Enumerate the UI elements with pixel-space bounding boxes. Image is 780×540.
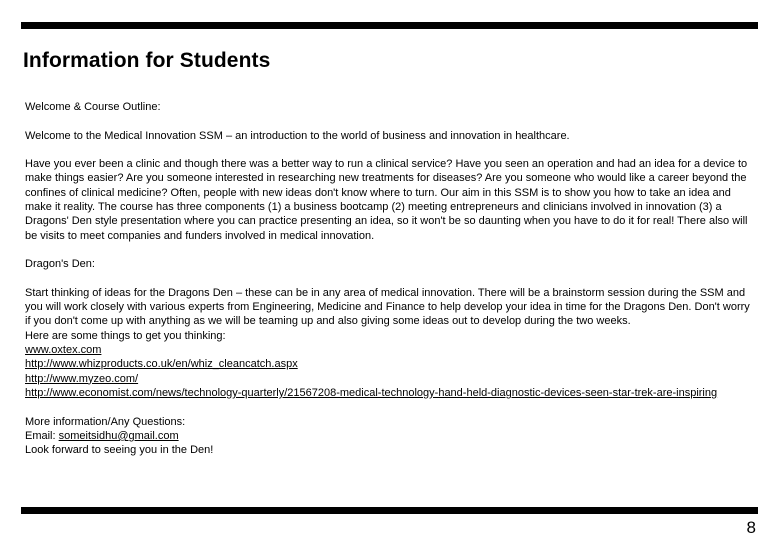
more-info-label: More information/Any Questions:	[25, 415, 186, 428]
links-intro: Here are some things to get you thinking:	[25, 329, 226, 342]
sign-off: Look forward to seeing you in the Den!	[25, 444, 214, 457]
link-myzeo[interactable]: http://www.myzeo.com/	[25, 372, 139, 385]
bottom-divider	[21, 507, 758, 514]
contact-section	[25, 415, 755, 458]
link-economist[interactable]: http://www.economist.com/news/technology-quarterly/21567208-medical-technology-hand-held-diagnostic-devices-seen-star-trek-are-inspiring	[25, 386, 718, 399]
welcome-heading: Welcome & Course Outline:	[25, 101, 161, 113]
email-label: Email:	[25, 429, 59, 442]
dragons-den-heading: Dragon's Den:	[25, 258, 95, 271]
link-oxtex[interactable]: www.oxtex.com	[25, 344, 102, 357]
email-link[interactable]: someitsidhu@gmail.com	[58, 429, 179, 442]
page-number: 8	[746, 518, 756, 537]
intro-paragraph: Have you ever been a clinic and though there was a better way to run a clinical service? Have you seen an operation and had an idea for a device to make things easier? Are you someone interested in researching new treatments for diseases? Are you someone who would like a career beyond the confines of clinical medicine? Often, people with new ideas don't know where to turn. Our aim in this SSM is to show you how to take an idea and make it reality. The course has three components (1) a business bootcamp (2) meeting entrepreneurs and clinicians involved in innovation (3) a Dragons' Den style presentation where you can practice presenting an idea, so it won't be so daunting when you have to do it for real! There also will be visits to meet companies and funders involved in medical innovation.	[25, 158, 748, 242]
page-title: Information for Students	[23, 49, 271, 72]
email-line	[25, 429, 755, 443]
document-body	[25, 100, 755, 457]
dragons-den-paragraph: Start thinking of ideas for the Dragons Den – these can be in any area of medical innovation. There will be a brainstorm session during the SSM and you will work closely with various experts from Engineering, Medicine and Finance to help develop your idea in time for the Dragons Den. Don't worry if you don't come up with anything as we will be teaming up and also giving some ideas out to develop during the two weeks.	[25, 286, 750, 328]
dragons-den-section	[25, 286, 755, 400]
top-divider	[21, 22, 758, 29]
welcome-line: Welcome to the Medical Innovation SSM – an introduction to the world of business and innovation in healthcare.	[25, 129, 570, 142]
link-whizproducts[interactable]: http://www.whizproducts.co.uk/en/whiz_cleancatch.aspx	[25, 358, 298, 371]
